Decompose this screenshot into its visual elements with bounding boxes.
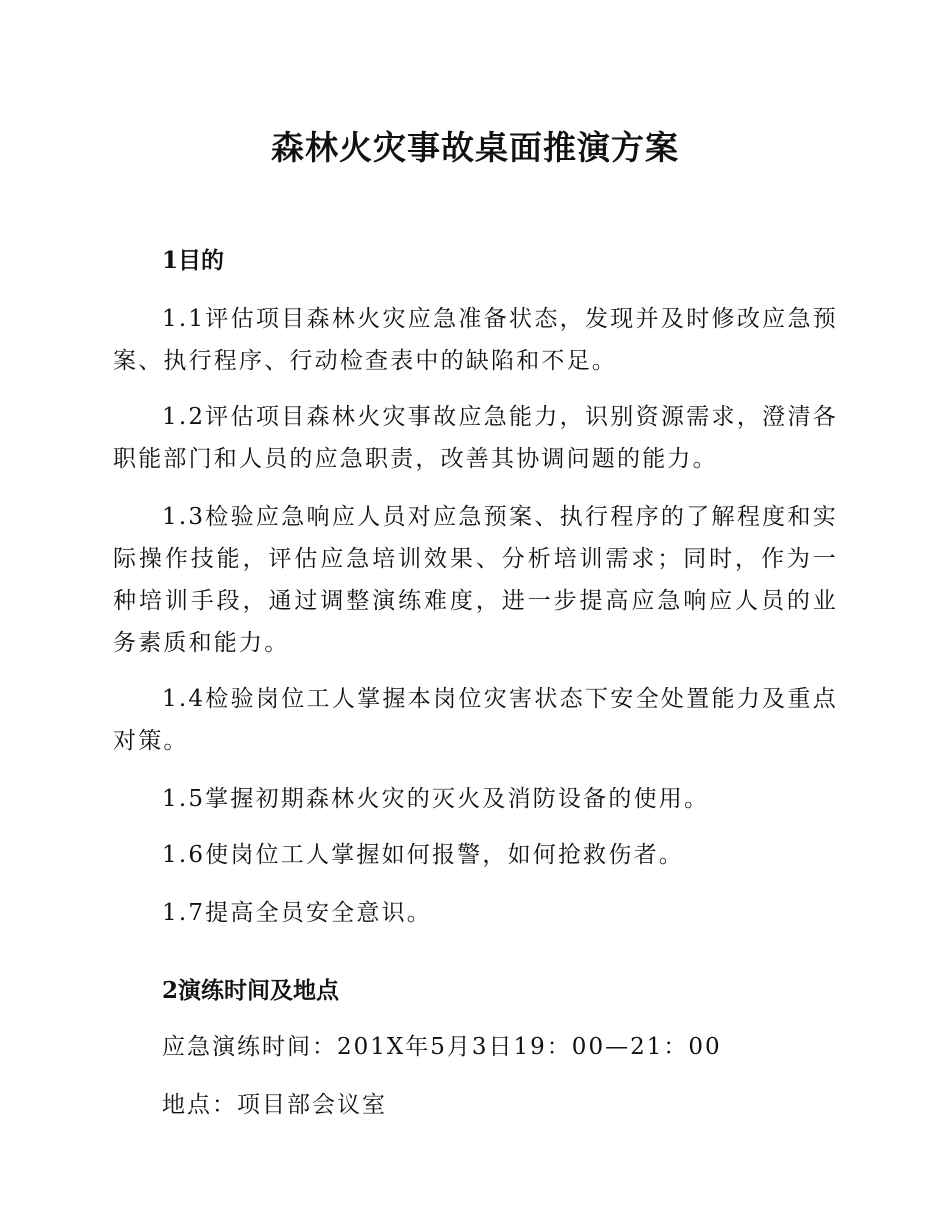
paragraph-1-3: 1.3检验应急响应人员对应急预案、执行程序的了解程度和实际操作技能，评估应急培训效果、分析培训需求；同时，作为一种培训手段，通过调整演练难度，进一步提高应急响应人员的业务素质和能力。 (113, 504, 838, 656)
document-title: 森林火灾事故桌面推演方案 (271, 128, 679, 167)
paragraph-1-7: 1.7提高全员安全意识。 (162, 900, 432, 926)
paragraph-1-6: 1.6使岗位工人掌握如何报警，如何抢救伤者。 (162, 842, 684, 868)
paragraph-1-4: 1.4检验岗位工人掌握本岗位灾害状态下安全处置能力及重点对策。 (113, 686, 838, 754)
paragraph-1-2: 1.2评估项目森林火灾事故应急能力，识别资源需求，澄清各职能部门和人员的应急职责，改善其协调问题的能力。 (113, 404, 838, 472)
drill-place-line: 地点：项目部会议室 (162, 1092, 387, 1118)
section-heading-purpose: 1目的 (162, 247, 225, 274)
paragraph-1-5: 1.5掌握初期森林火灾的灭火及消防设备的使用。 (162, 786, 710, 812)
drill-time-line: 应急演练时间：201X年5月3日19：00—21：00 (162, 1034, 722, 1060)
paragraph-1-1: 1.1评估项目森林火灾应急准备状态，发现并及时修改应急预案、执行程序、行动检查表中的缺陷和不足。 (113, 306, 838, 374)
section-heading-time-place: 2演练时间及地点 (162, 977, 340, 1004)
